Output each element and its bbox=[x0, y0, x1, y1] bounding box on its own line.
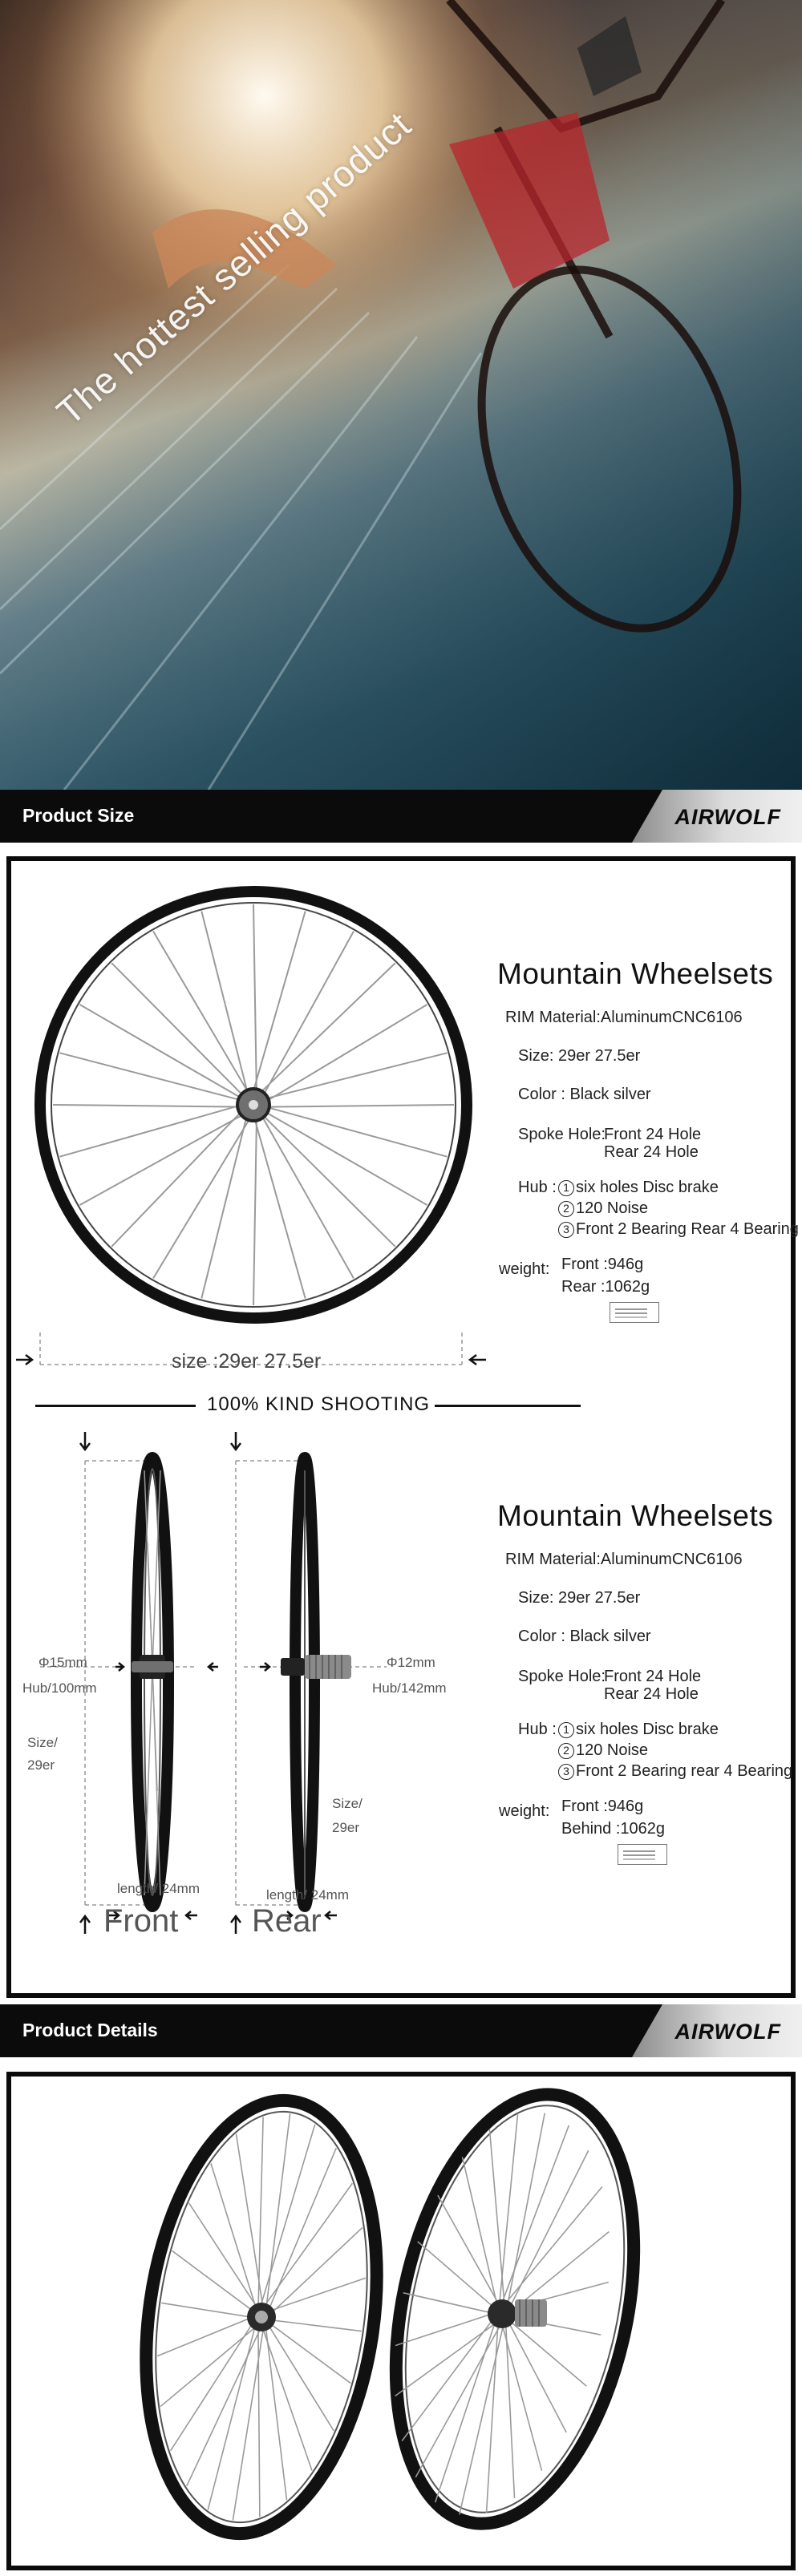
section-title: Product Size bbox=[22, 805, 135, 826]
front-size-label: Size/ bbox=[27, 1735, 58, 1750]
spoke bbox=[250, 963, 395, 1102]
number-circle-icon: 1 bbox=[558, 1180, 574, 1196]
spec-hub-label: Hub : bbox=[518, 1179, 557, 1196]
spec-rim: RIM Material:AluminumCNC6106 bbox=[505, 1009, 743, 1026]
brand-badge bbox=[632, 2004, 802, 2057]
spoke bbox=[111, 1102, 250, 1247]
spoke bbox=[250, 912, 306, 1103]
wheel-axle bbox=[249, 1100, 258, 1110]
spec-title: Mountain Wheelsets bbox=[497, 957, 774, 990]
rear-wheel-edge bbox=[281, 1458, 351, 1907]
front-wheel-photo bbox=[120, 2085, 403, 2549]
product-details-panel bbox=[6, 2072, 796, 2570]
spec-hub-2 bbox=[558, 1741, 648, 1760]
spec-rim: RIM Material:AluminumCNC6106 bbox=[505, 1551, 743, 1568]
front-label: Front bbox=[103, 1903, 179, 1939]
front-rear-diagram bbox=[11, 1422, 492, 1984]
front-size-value: 29er bbox=[27, 1757, 55, 1773]
spoke bbox=[257, 1107, 427, 1205]
spoke bbox=[250, 1102, 306, 1298]
spoke bbox=[265, 2319, 362, 2331]
spoke bbox=[211, 2163, 258, 2315]
rear-hub-dimension: Hub/142mm bbox=[372, 1680, 447, 1696]
hero-slogan: The hottest selling product bbox=[48, 103, 419, 433]
spoke bbox=[265, 2319, 334, 2431]
number-circle-icon: 3 bbox=[558, 1764, 574, 1780]
brand-logo: AIRWOLF bbox=[674, 2020, 781, 2044]
front-length-dimension: length/ 24mm bbox=[117, 1881, 200, 1896]
divider-rule-left bbox=[35, 1405, 196, 1407]
spoke bbox=[160, 2319, 265, 2407]
spec-hub-label: Hub : bbox=[518, 1721, 557, 1738]
wheelset-photo bbox=[11, 2077, 791, 2566]
spec-hub-1 bbox=[558, 1721, 719, 1739]
front-axle-dimension: Φ15mm bbox=[38, 1655, 87, 1670]
spoke bbox=[257, 1107, 354, 1279]
product-size-panel bbox=[6, 856, 799, 1998]
spec-spoke-rear: Rear 24 Hole bbox=[604, 1685, 699, 1703]
spec-size: Size: 29er 27.5er bbox=[518, 1047, 641, 1065]
spec-hub-3 bbox=[558, 1762, 792, 1781]
spoke bbox=[258, 2117, 263, 2315]
spec-spoke-label: Spoke Hole: bbox=[518, 1126, 606, 1143]
spec-spoke-front: Front 24 Hole bbox=[604, 1668, 702, 1685]
spoke bbox=[250, 1053, 448, 1102]
rear-size-label: Size/ bbox=[332, 1796, 363, 1811]
spec-hub-2-text: 120 Noise bbox=[576, 1741, 649, 1759]
spoke bbox=[258, 2315, 312, 2470]
number-circle-icon: 1 bbox=[558, 1722, 574, 1738]
spec-hub-3-text: Front 2 Bearing rear 4 Bearing bbox=[576, 1762, 793, 1780]
spec-spoke-label: Spoke Hole: bbox=[518, 1668, 606, 1685]
number-circle-icon: 2 bbox=[558, 1743, 574, 1759]
size-caption: size :29er 27.5er bbox=[172, 1350, 322, 1373]
spoke bbox=[258, 2315, 260, 2517]
spoke bbox=[60, 1102, 250, 1157]
spoke bbox=[489, 2129, 505, 2316]
rear-label: Rear bbox=[252, 1903, 322, 1939]
spoke bbox=[505, 2316, 514, 2498]
rear-wheel-photo bbox=[360, 2077, 670, 2546]
section-header-product-details bbox=[0, 2004, 802, 2057]
spec-block-primary bbox=[497, 957, 802, 1310]
spoke bbox=[257, 1105, 454, 1107]
spoke bbox=[265, 2319, 286, 2501]
spec-hub-2-text: 120 Noise bbox=[576, 1199, 649, 1217]
spoke bbox=[201, 912, 250, 1103]
spoke bbox=[257, 1005, 427, 1107]
spoke bbox=[505, 2316, 566, 2432]
brand-badge bbox=[632, 790, 802, 843]
divider-rule-right bbox=[435, 1405, 581, 1407]
spoke bbox=[505, 2113, 545, 2316]
scale-stamp-icon bbox=[618, 1844, 667, 1865]
spec-weight-rear: Rear :1062g bbox=[561, 1278, 650, 1296]
spoke bbox=[499, 2311, 542, 2470]
spoke bbox=[258, 2183, 353, 2315]
rear-axle-dimension: Φ12mm bbox=[387, 1655, 435, 1670]
section-title: Product Details bbox=[22, 2020, 158, 2040]
kind-shooting-label: 100% KIND SHOOTING bbox=[199, 1393, 438, 1416]
spoke bbox=[253, 904, 257, 1107]
spoke bbox=[462, 2157, 498, 2311]
kind-shooting-divider bbox=[35, 1393, 581, 1417]
spec-hub-3-text: Front 2 Bearing Rear 4 Bearing bbox=[576, 1220, 799, 1238]
spoke bbox=[111, 963, 250, 1102]
scale-stamp-icon bbox=[610, 1302, 659, 1323]
front-hub-dimension: Hub/100mm bbox=[22, 1680, 97, 1696]
spec-title: Mountain Wheelsets bbox=[497, 1499, 774, 1532]
number-circle-icon: 3 bbox=[558, 1222, 574, 1238]
spoke bbox=[53, 1105, 257, 1107]
spoke bbox=[60, 1053, 250, 1102]
spec-weight-rear: Behind :1062g bbox=[561, 1820, 666, 1838]
spec-weight-label: weight: bbox=[499, 1260, 550, 1278]
spec-spoke-rear: Rear 24 Hole bbox=[604, 1143, 699, 1161]
spec-weight-front: Front :946g bbox=[561, 1256, 644, 1273]
spoke bbox=[499, 2114, 518, 2311]
spec-spoke-front: Front 24 Hole bbox=[604, 1126, 702, 1143]
spec-color: Color : Black silver bbox=[518, 1086, 651, 1103]
spec-hub-1-text: six holes Disc brake bbox=[576, 1721, 719, 1738]
section-header-product-size bbox=[0, 790, 802, 843]
spoke bbox=[418, 2242, 499, 2311]
spoke bbox=[253, 1107, 257, 1305]
spec-weight-front: Front :946g bbox=[561, 1798, 644, 1815]
spoke bbox=[153, 1107, 257, 1279]
rear-size-value: 29er bbox=[332, 1820, 360, 1835]
front-wheel-edge bbox=[132, 1458, 173, 1907]
spec-block-secondary bbox=[497, 1499, 802, 1868]
spec-hub-1-text: six holes Disc brake bbox=[576, 1179, 719, 1196]
spoke bbox=[415, 2316, 505, 2477]
rear-length-dimension: length/ 24mm bbox=[266, 1887, 349, 1903]
number-circle-icon: 2 bbox=[558, 1201, 574, 1217]
spoke bbox=[499, 2125, 569, 2311]
wheel-side-view bbox=[27, 879, 480, 1331]
spoke bbox=[157, 2315, 258, 2356]
spec-hub-3 bbox=[558, 1220, 799, 1239]
spoke bbox=[172, 2250, 258, 2315]
spoke bbox=[79, 1107, 257, 1205]
spoke bbox=[395, 2311, 499, 2345]
brand-logo: AIRWOLF bbox=[674, 805, 781, 829]
hero-banner bbox=[0, 0, 802, 790]
spoke bbox=[187, 2319, 265, 2486]
spoke bbox=[460, 2316, 505, 2515]
spec-hub-1 bbox=[558, 1179, 719, 1197]
spec-size: Size: 29er 27.5er bbox=[518, 1589, 641, 1607]
spec-weight-label: weight: bbox=[499, 1802, 550, 1820]
spec-color: Color : Black silver bbox=[518, 1628, 651, 1645]
spoke bbox=[201, 1102, 250, 1298]
spec-hub-2 bbox=[558, 1199, 648, 1218]
